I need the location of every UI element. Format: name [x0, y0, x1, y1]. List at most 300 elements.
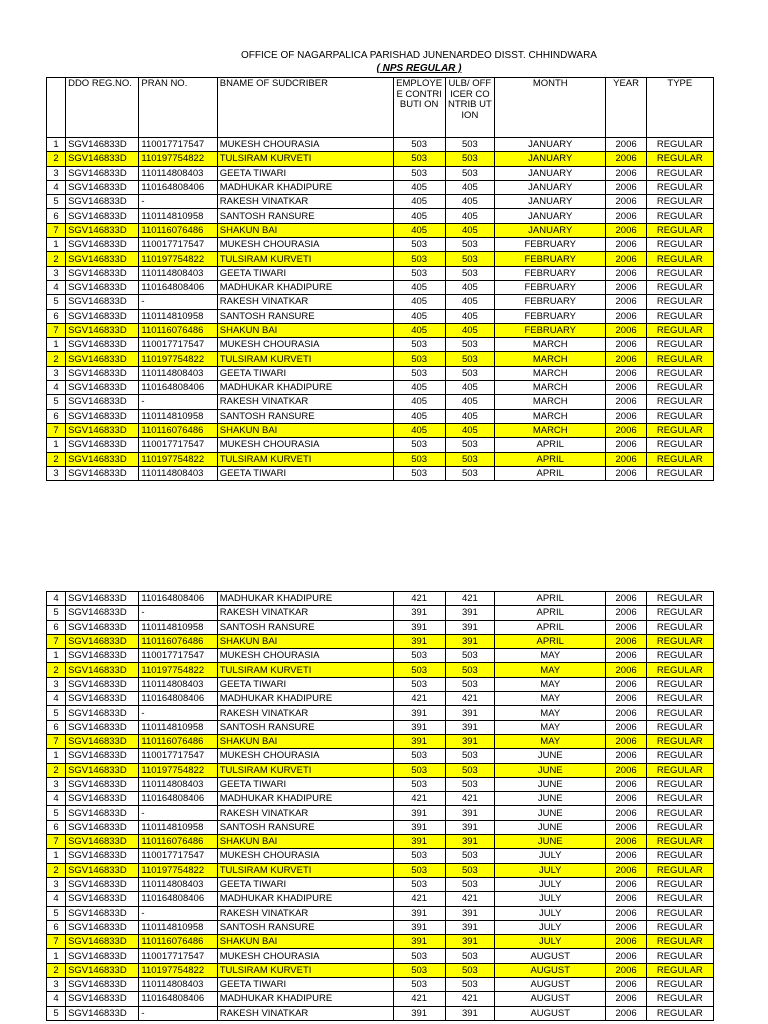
- row-serial: 1: [47, 849, 66, 863]
- row-month: JUNE: [494, 777, 606, 791]
- row-employee-contribution: 421: [393, 792, 445, 806]
- row-type: REGULAR: [646, 849, 713, 863]
- table-row: [47, 592, 714, 606]
- row-year: 2006: [606, 266, 646, 280]
- row-year: 2006: [606, 309, 646, 323]
- row-ulb-contribution: 503: [445, 777, 494, 791]
- table-row: [47, 992, 714, 1006]
- row-year: 2006: [606, 423, 646, 437]
- row-ddo-reg-no: SGV146833D: [66, 949, 139, 963]
- row-ulb-contribution: 421: [445, 992, 494, 1006]
- row-month: MAY: [494, 677, 606, 691]
- row-month: APRIL: [494, 634, 606, 648]
- row-pran-no: 110197754822: [139, 152, 217, 166]
- row-ulb-contribution: 405: [445, 180, 494, 194]
- row-type: REGULAR: [646, 792, 713, 806]
- row-ulb-contribution: 391: [445, 920, 494, 934]
- row-month: MARCH: [494, 352, 606, 366]
- row-year: 2006: [606, 677, 646, 691]
- row-pran-no: 110197754822: [139, 763, 217, 777]
- row-ulb-contribution: 503: [445, 466, 494, 480]
- row-month: MARCH: [494, 409, 606, 423]
- row-pran-no: 110017717547: [139, 649, 217, 663]
- row-ddo-reg-no: SGV146833D: [66, 606, 139, 620]
- row-year: 2006: [606, 592, 646, 606]
- row-ddo-reg-no: SGV146833D: [66, 620, 139, 634]
- row-year: 2006: [606, 935, 646, 949]
- row-employee-contribution: 503: [393, 763, 445, 777]
- row-month: JUNE: [494, 820, 606, 834]
- row-ddo-reg-no: SGV146833D: [66, 978, 139, 992]
- table-row: [47, 649, 714, 663]
- row-employee-contribution: 503: [393, 166, 445, 180]
- row-ulb-contribution: 405: [445, 381, 494, 395]
- row-ddo-reg-no: SGV146833D: [66, 266, 139, 280]
- row-ulb-contribution: 405: [445, 409, 494, 423]
- row-ulb-contribution: 503: [445, 352, 494, 366]
- row-type: REGULAR: [646, 877, 713, 891]
- row-ulb-contribution: 421: [445, 792, 494, 806]
- header-year: YEAR: [606, 78, 646, 138]
- row-month: APRIL: [494, 466, 606, 480]
- row-ddo-reg-no: SGV146833D: [66, 166, 139, 180]
- row-type: REGULAR: [646, 892, 713, 906]
- row-type: REGULAR: [646, 706, 713, 720]
- row-type: REGULAR: [646, 992, 713, 1006]
- table-row: [47, 935, 714, 949]
- row-type: REGULAR: [646, 592, 713, 606]
- row-type: REGULAR: [646, 692, 713, 706]
- row-ddo-reg-no: SGV146833D: [66, 381, 139, 395]
- row-pran-no: 110114810958: [139, 409, 217, 423]
- row-serial: 3: [47, 366, 66, 380]
- row-month: JULY: [494, 935, 606, 949]
- row-pran-no: 110114808403: [139, 777, 217, 791]
- row-ulb-contribution: 503: [445, 963, 494, 977]
- row-serial: 1: [47, 649, 66, 663]
- row-serial: 2: [47, 763, 66, 777]
- table-row: [47, 906, 714, 920]
- row-pran-no: 110116076486: [139, 634, 217, 648]
- row-ulb-contribution: 503: [445, 978, 494, 992]
- row-serial: 5: [47, 906, 66, 920]
- row-ulb-contribution: 391: [445, 806, 494, 820]
- row-pran-no: 110197754822: [139, 863, 217, 877]
- row-serial: 7: [47, 835, 66, 849]
- row-year: 2006: [606, 892, 646, 906]
- row-serial: 3: [47, 266, 66, 280]
- row-pran-no: 110017717547: [139, 949, 217, 963]
- row-month: JANUARY: [494, 166, 606, 180]
- row-ddo-reg-no: SGV146833D: [66, 677, 139, 691]
- row-serial: 6: [47, 409, 66, 423]
- row-ulb-contribution: 503: [445, 166, 494, 180]
- row-subscriber-name: TULSIRAM KURVETI: [217, 863, 393, 877]
- row-month: FEBRUARY: [494, 309, 606, 323]
- row-type: REGULAR: [646, 195, 713, 209]
- row-pran-no: -: [139, 195, 217, 209]
- row-type: REGULAR: [646, 152, 713, 166]
- row-subscriber-name: MUKESH CHOURASIA: [217, 438, 393, 452]
- row-type: REGULAR: [646, 366, 713, 380]
- row-subscriber-name: MUKESH CHOURASIA: [217, 138, 393, 152]
- table-row: [47, 949, 714, 963]
- row-type: REGULAR: [646, 963, 713, 977]
- row-month: APRIL: [494, 592, 606, 606]
- row-employee-contribution: 503: [393, 252, 445, 266]
- header-pran-no: PRAN NO.: [139, 78, 217, 138]
- row-serial: 6: [47, 720, 66, 734]
- row-subscriber-name: GEETA TIWARI: [217, 166, 393, 180]
- table-row: [47, 466, 714, 480]
- row-month: FEBRUARY: [494, 323, 606, 337]
- row-serial: 4: [47, 280, 66, 294]
- row-ddo-reg-no: SGV146833D: [66, 352, 139, 366]
- row-year: 2006: [606, 295, 646, 309]
- row-employee-contribution: 503: [393, 777, 445, 791]
- row-ulb-contribution: 391: [445, 734, 494, 748]
- row-employee-contribution: 405: [393, 381, 445, 395]
- table-row: [47, 734, 714, 748]
- row-ddo-reg-no: SGV146833D: [66, 395, 139, 409]
- row-month: FEBRUARY: [494, 295, 606, 309]
- row-ddo-reg-no: SGV146833D: [66, 806, 139, 820]
- row-employee-contribution: 503: [393, 963, 445, 977]
- table-row: [47, 692, 714, 706]
- row-pran-no: 110114810958: [139, 820, 217, 834]
- row-year: 2006: [606, 381, 646, 395]
- row-employee-contribution: 503: [393, 663, 445, 677]
- row-type: REGULAR: [646, 352, 713, 366]
- row-year: 2006: [606, 1006, 646, 1020]
- row-pran-no: 110164808406: [139, 280, 217, 294]
- row-ddo-reg-no: SGV146833D: [66, 238, 139, 252]
- row-month: FEBRUARY: [494, 266, 606, 280]
- row-subscriber-name: MUKESH CHOURASIA: [217, 849, 393, 863]
- row-employee-contribution: 391: [393, 620, 445, 634]
- row-type: REGULAR: [646, 663, 713, 677]
- row-ddo-reg-no: SGV146833D: [66, 992, 139, 1006]
- row-serial: 3: [47, 877, 66, 891]
- row-employee-contribution: 503: [393, 466, 445, 480]
- table-row: [47, 634, 714, 648]
- row-employee-contribution: 405: [393, 280, 445, 294]
- row-type: REGULAR: [646, 806, 713, 820]
- row-type: REGULAR: [646, 920, 713, 934]
- row-serial: 4: [47, 381, 66, 395]
- row-year: 2006: [606, 763, 646, 777]
- row-pran-no: 110164808406: [139, 180, 217, 194]
- row-month: JANUARY: [494, 209, 606, 223]
- row-serial: 3: [47, 677, 66, 691]
- row-serial: 4: [47, 180, 66, 194]
- row-pran-no: 110116076486: [139, 935, 217, 949]
- row-type: REGULAR: [646, 649, 713, 663]
- row-subscriber-name: SANTOSH RANSURE: [217, 820, 393, 834]
- contribution-table-2: [46, 591, 714, 1021]
- row-subscriber-name: MADHUKAR KHADIPURE: [217, 592, 393, 606]
- row-subscriber-name: TULSIRAM KURVETI: [217, 452, 393, 466]
- row-ulb-contribution: 421: [445, 592, 494, 606]
- row-year: 2006: [606, 280, 646, 294]
- row-ddo-reg-no: SGV146833D: [66, 409, 139, 423]
- row-pran-no: 110017717547: [139, 849, 217, 863]
- row-serial: 5: [47, 195, 66, 209]
- table-row: [47, 835, 714, 849]
- table-row: [47, 166, 714, 180]
- row-type: REGULAR: [646, 138, 713, 152]
- row-serial: 6: [47, 209, 66, 223]
- row-month: MARCH: [494, 338, 606, 352]
- row-subscriber-name: RAKESH VINATKAR: [217, 1006, 393, 1020]
- row-subscriber-name: MADHUKAR KHADIPURE: [217, 992, 393, 1006]
- row-year: 2006: [606, 180, 646, 194]
- row-serial: 5: [47, 395, 66, 409]
- row-ulb-contribution: 503: [445, 749, 494, 763]
- document-title: OFFICE OF NAGARPALICA PARISHAD JUNENARDEO DISST. CHHINDWARA: [241, 50, 597, 61]
- row-ddo-reg-no: SGV146833D: [66, 323, 139, 337]
- header-ddo-reg-no: DDO REG.NO.: [66, 78, 139, 138]
- row-ddo-reg-no: SGV146833D: [66, 835, 139, 849]
- row-employee-contribution: 503: [393, 366, 445, 380]
- table-row: [47, 820, 714, 834]
- row-employee-contribution: 503: [393, 849, 445, 863]
- row-serial: 3: [47, 978, 66, 992]
- row-type: REGULAR: [646, 338, 713, 352]
- row-serial: 2: [47, 352, 66, 366]
- row-ddo-reg-no: SGV146833D: [66, 466, 139, 480]
- row-year: 2006: [606, 252, 646, 266]
- table-row: [47, 195, 714, 209]
- row-year: 2006: [606, 323, 646, 337]
- row-subscriber-name: GEETA TIWARI: [217, 777, 393, 791]
- row-year: 2006: [606, 920, 646, 934]
- row-ulb-contribution: 503: [445, 252, 494, 266]
- row-subscriber-name: TULSIRAM KURVETI: [217, 663, 393, 677]
- row-employee-contribution: 405: [393, 295, 445, 309]
- row-year: 2006: [606, 806, 646, 820]
- row-ulb-contribution: 503: [445, 877, 494, 891]
- row-serial: 6: [47, 620, 66, 634]
- row-subscriber-name: RAKESH VINATKAR: [217, 295, 393, 309]
- row-type: REGULAR: [646, 266, 713, 280]
- row-employee-contribution: 391: [393, 806, 445, 820]
- row-ulb-contribution: 391: [445, 706, 494, 720]
- row-subscriber-name: SANTOSH RANSURE: [217, 920, 393, 934]
- row-employee-contribution: 391: [393, 835, 445, 849]
- row-month: MAY: [494, 663, 606, 677]
- table-row: [47, 295, 714, 309]
- row-year: 2006: [606, 223, 646, 237]
- row-pran-no: -: [139, 1006, 217, 1020]
- row-ddo-reg-no: SGV146833D: [66, 749, 139, 763]
- row-subscriber-name: MADHUKAR KHADIPURE: [217, 280, 393, 294]
- table-row: [47, 749, 714, 763]
- row-year: 2006: [606, 978, 646, 992]
- table-row: [47, 352, 714, 366]
- row-year: 2006: [606, 166, 646, 180]
- row-month: JANUARY: [494, 195, 606, 209]
- table-row: [47, 777, 714, 791]
- row-ulb-contribution: 503: [445, 863, 494, 877]
- row-pran-no: 110116076486: [139, 835, 217, 849]
- row-ddo-reg-no: SGV146833D: [66, 863, 139, 877]
- row-ulb-contribution: 503: [445, 138, 494, 152]
- row-month: MAY: [494, 692, 606, 706]
- row-employee-contribution: 391: [393, 920, 445, 934]
- row-employee-contribution: 391: [393, 906, 445, 920]
- row-employee-contribution: 503: [393, 649, 445, 663]
- contribution-table-1: [46, 77, 714, 481]
- row-ddo-reg-no: SGV146833D: [66, 720, 139, 734]
- row-year: 2006: [606, 649, 646, 663]
- row-ddo-reg-no: SGV146833D: [66, 906, 139, 920]
- row-employee-contribution: 405: [393, 195, 445, 209]
- row-employee-contribution: 391: [393, 734, 445, 748]
- row-serial: 2: [47, 663, 66, 677]
- row-employee-contribution: 391: [393, 634, 445, 648]
- row-month: MAY: [494, 720, 606, 734]
- header-type: TYPE: [646, 78, 713, 138]
- row-year: 2006: [606, 963, 646, 977]
- row-month: APRIL: [494, 452, 606, 466]
- row-ulb-contribution: 503: [445, 649, 494, 663]
- row-year: 2006: [606, 877, 646, 891]
- table-row: [47, 323, 714, 337]
- table-row: [47, 238, 714, 252]
- row-employee-contribution: 391: [393, 706, 445, 720]
- row-subscriber-name: MUKESH CHOURASIA: [217, 949, 393, 963]
- row-subscriber-name: GEETA TIWARI: [217, 877, 393, 891]
- row-subscriber-name: SHAKUN BAI: [217, 734, 393, 748]
- row-month: JULY: [494, 877, 606, 891]
- row-type: REGULAR: [646, 949, 713, 963]
- row-serial: 1: [47, 138, 66, 152]
- row-serial: 7: [47, 423, 66, 437]
- row-subscriber-name: GEETA TIWARI: [217, 978, 393, 992]
- table-row: [47, 152, 714, 166]
- row-type: REGULAR: [646, 423, 713, 437]
- row-pran-no: 110114808403: [139, 677, 217, 691]
- row-ddo-reg-no: SGV146833D: [66, 792, 139, 806]
- row-year: 2006: [606, 692, 646, 706]
- row-pran-no: 110114808403: [139, 466, 217, 480]
- row-ulb-contribution: 391: [445, 620, 494, 634]
- row-subscriber-name: SANTOSH RANSURE: [217, 720, 393, 734]
- row-ulb-contribution: 503: [445, 152, 494, 166]
- row-pran-no: 110114810958: [139, 720, 217, 734]
- row-year: 2006: [606, 138, 646, 152]
- document-subtitle: ( NPS REGULAR ): [376, 63, 462, 74]
- table-row: [47, 963, 714, 977]
- row-month: MARCH: [494, 423, 606, 437]
- row-month: APRIL: [494, 620, 606, 634]
- row-employee-contribution: 391: [393, 1006, 445, 1020]
- row-year: 2006: [606, 620, 646, 634]
- row-employee-contribution: 503: [393, 266, 445, 280]
- row-serial: 7: [47, 935, 66, 949]
- row-month: APRIL: [494, 606, 606, 620]
- table-header-row: [47, 78, 714, 138]
- row-type: REGULAR: [646, 381, 713, 395]
- row-employee-contribution: 405: [393, 180, 445, 194]
- row-year: 2006: [606, 338, 646, 352]
- row-pran-no: 110164808406: [139, 792, 217, 806]
- row-pran-no: 110017717547: [139, 749, 217, 763]
- row-month: AUGUST: [494, 978, 606, 992]
- row-year: 2006: [606, 366, 646, 380]
- row-employee-contribution: 391: [393, 606, 445, 620]
- row-ddo-reg-no: SGV146833D: [66, 935, 139, 949]
- row-serial: 1: [47, 949, 66, 963]
- row-serial: 2: [47, 863, 66, 877]
- row-ddo-reg-no: SGV146833D: [66, 892, 139, 906]
- row-ddo-reg-no: SGV146833D: [66, 423, 139, 437]
- row-employee-contribution: 503: [393, 352, 445, 366]
- row-ddo-reg-no: SGV146833D: [66, 295, 139, 309]
- row-type: REGULAR: [646, 906, 713, 920]
- row-serial: 2: [47, 963, 66, 977]
- row-employee-contribution: 503: [393, 438, 445, 452]
- row-pran-no: 110116076486: [139, 423, 217, 437]
- row-serial: 7: [47, 323, 66, 337]
- row-subscriber-name: MADHUKAR KHADIPURE: [217, 792, 393, 806]
- row-employee-contribution: 391: [393, 820, 445, 834]
- row-ulb-contribution: 421: [445, 892, 494, 906]
- row-ddo-reg-no: SGV146833D: [66, 180, 139, 194]
- row-ddo-reg-no: SGV146833D: [66, 252, 139, 266]
- row-month: JANUARY: [494, 152, 606, 166]
- row-ulb-contribution: 503: [445, 266, 494, 280]
- row-pran-no: -: [139, 806, 217, 820]
- row-year: 2006: [606, 663, 646, 677]
- row-year: 2006: [606, 992, 646, 1006]
- row-year: 2006: [606, 438, 646, 452]
- row-subscriber-name: RAKESH VINATKAR: [217, 806, 393, 820]
- table-row: [47, 309, 714, 323]
- row-serial: 1: [47, 749, 66, 763]
- row-ulb-contribution: 503: [445, 338, 494, 352]
- row-ulb-contribution: 405: [445, 195, 494, 209]
- row-type: REGULAR: [646, 720, 713, 734]
- row-pran-no: 110164808406: [139, 381, 217, 395]
- row-type: REGULAR: [646, 238, 713, 252]
- row-year: 2006: [606, 352, 646, 366]
- row-subscriber-name: TULSIRAM KURVETI: [217, 252, 393, 266]
- row-type: REGULAR: [646, 166, 713, 180]
- row-ulb-contribution: 405: [445, 280, 494, 294]
- table-row: [47, 452, 714, 466]
- row-month: JULY: [494, 906, 606, 920]
- row-ulb-contribution: 405: [445, 423, 494, 437]
- row-ddo-reg-no: SGV146833D: [66, 963, 139, 977]
- row-month: FEBRUARY: [494, 252, 606, 266]
- row-pran-no: 110164808406: [139, 892, 217, 906]
- row-pran-no: 110017717547: [139, 338, 217, 352]
- row-month: AUGUST: [494, 949, 606, 963]
- row-pran-no: -: [139, 706, 217, 720]
- row-year: 2006: [606, 720, 646, 734]
- row-type: REGULAR: [646, 734, 713, 748]
- row-employee-contribution: 405: [393, 323, 445, 337]
- row-serial: 1: [47, 438, 66, 452]
- table-row: [47, 366, 714, 380]
- row-employee-contribution: 503: [393, 677, 445, 691]
- row-subscriber-name: SHAKUN BAI: [217, 835, 393, 849]
- header-serial: [47, 78, 66, 138]
- row-employee-contribution: 405: [393, 409, 445, 423]
- row-employee-contribution: 405: [393, 423, 445, 437]
